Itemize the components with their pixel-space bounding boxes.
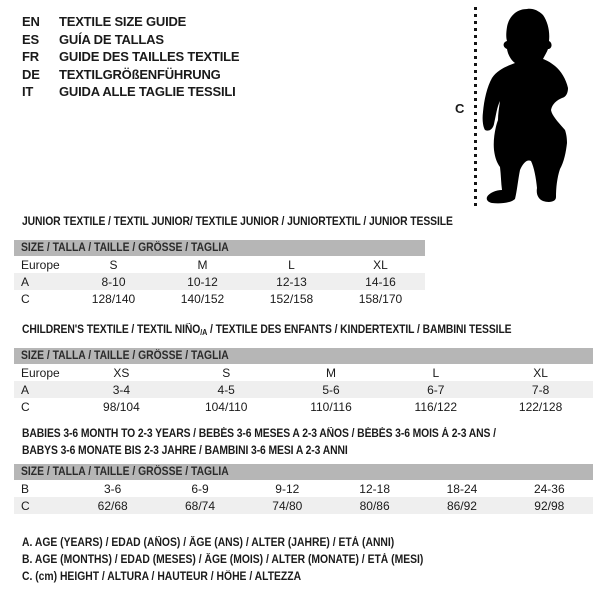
babies-title-line1: BABIES 3-6 MONTH TO 2-3 YEARS / BEBÉS 3-6 MESES A 2-3 AÑOS / BÉBÉS 3-6 MOIS À 2-3 ANS / (22, 428, 496, 440)
height-cell: 140/152 (180, 291, 225, 306)
legend-text-c: C. (cm) HEIGHT / ALTURA / HAUTEUR / HÖHE / ALTEZZA (22, 571, 302, 583)
row-label: C (21, 291, 30, 306)
height-cell: 62/68 (97, 498, 128, 513)
row-label: C (21, 399, 30, 414)
height-cell: 122/128 (518, 399, 563, 414)
language-label: TEXTILGRÖßENFÜHRUNG (59, 66, 221, 82)
row-label: B (21, 481, 30, 496)
age-cell: 10-12 (187, 274, 218, 289)
language-row-fr (22, 48, 239, 66)
table-row-age-months (14, 480, 593, 497)
legend-line-b (22, 554, 468, 571)
height-cell: 104/110 (204, 399, 248, 414)
language-label: TEXTILE SIZE GUIDE (59, 14, 187, 30)
height-cell: 68/74 (184, 498, 215, 513)
age-cell: 8-10 (101, 274, 126, 289)
age-cell: 4-5 (217, 382, 235, 397)
language-label: GUÍA DE TALLAS (59, 31, 164, 47)
age-cell: 7-8 (531, 382, 550, 397)
baby-silhouette-icon (478, 5, 578, 207)
language-code: FR (22, 49, 39, 65)
junior-table-title (22, 216, 501, 228)
size-header-text: SIZE / TALLA / TAILLE / GRÖSSE / TAGLIA (21, 466, 229, 478)
age-cell: 12-18 (359, 481, 390, 496)
size-header-text: SIZE / TALLA / TAILLE / GRÖSSE / TAGLIA (21, 242, 229, 254)
age-cell: 14-16 (365, 274, 396, 289)
size-cell: S (222, 365, 231, 380)
children-table-title (22, 324, 566, 337)
row-label: C (21, 498, 30, 513)
language-label: GUIDA ALLE TAGLIE TESSILI (59, 84, 236, 100)
age-cell: 3-4 (112, 382, 131, 397)
language-code: IT (22, 84, 34, 100)
size-header-band (14, 464, 593, 480)
language-title-list (22, 13, 239, 101)
language-row-de (22, 66, 239, 84)
height-cell: 158/170 (358, 291, 403, 306)
height-cell: 92/98 (534, 498, 565, 513)
row-label: A (21, 382, 30, 397)
age-cell: 18-24 (446, 481, 478, 496)
language-code: EN (22, 14, 40, 30)
children-table-title-text (22, 324, 512, 337)
size-cell: L (432, 365, 440, 380)
language-row-es (22, 31, 239, 49)
height-cell: 86/92 (446, 498, 477, 513)
legend (22, 537, 468, 588)
height-cell: 98/104 (103, 399, 140, 414)
babies-table-title (22, 426, 549, 460)
table-row-height (14, 290, 425, 307)
height-cell: 74/80 (272, 498, 303, 513)
age-cell: 6-7 (427, 382, 445, 397)
row-label: Europe (21, 257, 60, 272)
size-header-band (14, 348, 593, 364)
title-pre: CHILDREN'S TEXTILE / TEXTIL NIÑO (22, 324, 201, 336)
size-cell: L (288, 257, 295, 272)
height-c-label: C (455, 101, 465, 116)
height-cell: 80/86 (359, 498, 390, 513)
legend-line-c (22, 571, 468, 588)
height-cell: 152/158 (269, 291, 314, 306)
size-header-band (14, 240, 425, 256)
children-size-table (14, 348, 593, 415)
height-cell: 110/116 (310, 399, 352, 414)
table-row-age (14, 381, 593, 398)
height-cell: 116/122 (414, 399, 458, 414)
height-cell: 128/140 (91, 291, 136, 306)
age-cell: 5-6 (322, 382, 340, 397)
size-cell: XL (373, 257, 388, 272)
table-row-age (14, 273, 425, 290)
legend-line-a (22, 537, 468, 554)
age-cell: 3-6 (103, 481, 122, 496)
age-cell: 9-12 (275, 481, 300, 496)
legend-text-a: A. AGE (YEARS) / EDAD (AÑOS) / ÂGE (ANS) / ALTER (JAHRE) / ETÀ (ANNI) (22, 537, 395, 549)
size-cell: M (197, 257, 208, 272)
junior-table-title-text: JUNIOR TEXTILE / TEXTIL JUNIOR/ TEXTILE JUNIOR / JUNIORTEXTIL / JUNIOR TESSILE (22, 216, 453, 228)
table-row-europe (14, 364, 593, 381)
language-row-en (22, 13, 239, 31)
size-cell: S (109, 257, 118, 272)
size-header-text: SIZE / TALLA / TAILLE / GRÖSSE / TAGLIA (21, 350, 229, 362)
babies-title-line2: BABYS 3-6 MONATE BIS 2-3 JAHRE / BAMBINI 3-6 MESI A 2-3 ANNI (22, 445, 348, 457)
size-cell: M (325, 365, 336, 380)
age-cell: 6-9 (191, 481, 209, 496)
height-measure-dashed-line (474, 7, 477, 209)
title-post: / TEXTILE DES ENFANTS / KINDERTEXTIL / BAMBINI TESSILE (207, 324, 512, 336)
size-cell: XL (533, 365, 548, 380)
row-label: A (21, 274, 30, 289)
language-label: GUIDE DES TAILLES TEXTILE (59, 49, 240, 65)
title-subscript: /A (200, 328, 208, 337)
age-cell: 24-36 (533, 481, 565, 496)
table-row-height (14, 497, 593, 514)
table-row-europe (14, 256, 425, 273)
row-label: Europe (21, 365, 60, 380)
language-row-it (22, 83, 239, 101)
language-code: DE (22, 66, 40, 82)
babies-size-table (14, 464, 593, 514)
legend-text-b: B. AGE (MONTHS) / EDAD (MESES) / ÂGE (MOIS) / ALTER (MONATE) / ETÀ (MESI) (22, 554, 424, 566)
table-row-height (14, 398, 593, 415)
size-cell: XS (113, 365, 130, 380)
age-cell: 12-13 (276, 274, 307, 289)
language-code: ES (22, 31, 39, 47)
junior-size-table (14, 240, 425, 307)
